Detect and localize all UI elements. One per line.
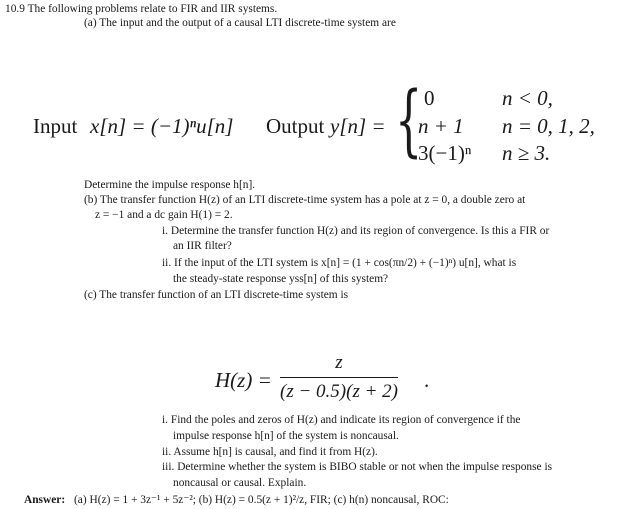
hz-end: . [424,368,430,392]
problem-heading: 10.9 The following problems relate to FIR and IIR systems. [5,3,278,15]
case-value-1: n + 1 [418,114,464,138]
hz-fraction [280,352,398,403]
output-lhs: y[n] = [330,114,386,138]
part-b-line2: z = −1 and a dc gain H(1) = 2. [95,209,233,221]
case-value-2: 3(−1)ⁿ [418,141,472,165]
part-c-iii-line1: iii. Determine whether the system is BIBO stable or not when the impulse response is [162,461,553,473]
part-c-i-line1: i. Find the poles and zeros of H(z) and indicate its region of convergence if the [162,414,521,426]
part-c-ii: ii. Assume h[n] is causal, and find it from H(z). [162,446,378,458]
part-a-intro: (a) The input and the output of a causal LTI discrete-time system are [84,17,396,29]
part-b-ii-line2: the steady-state response yss[n] of this system? [173,273,389,285]
hz-denominator: (z − 0.5)(z + 2) [280,377,398,403]
case-condition-0: n < 0, [502,86,553,110]
case-condition-1: n = 0, 1, 2, [502,114,595,138]
answer-text: (a) H(z) = 1 + 3z⁻¹ + 5z⁻²; (b) H(z) = 0.5(z + 1)²/z, FIR; (c) h(n) noncausal, ROC: [74,494,449,506]
part-b-line1: (b) The transfer function H(z) of an LTI discrete-time system has a pole at z = 0, a double zero at [84,194,526,206]
part-c-i-line2: impulse response h[n] of the system is noncausal. [173,430,399,442]
input-label: Input [33,114,78,138]
hz-numerator: z [335,352,343,373]
output-label: Output [266,114,325,138]
case-condition-2: n ≥ 3. [502,141,551,165]
answer-label: Answer: [24,494,66,506]
part-c-intro: (c) The transfer function of an LTI discrete-time system is [84,289,349,301]
part-a-task: Determine the impulse response h[n]. [84,179,256,191]
cases-brace: { [395,76,423,166]
part-b-i-line1: i. Determine the transfer function H(z) and its region of convergence. Is this a FIR or [162,225,550,237]
hz-lhs: H(z) = [215,368,272,392]
part-c-iii-line2: noncausal or causal. Explain. [173,477,307,489]
part-b-i-line2: an IIR filter? [173,240,232,252]
part-b-ii-line1: ii. If the input of the LTI system is x[n] = (1 + cos(πn/2) + (−1)ⁿ) u[n], what is [162,257,517,269]
input-equation: x[n] = (−1)ⁿu[n] [90,114,234,138]
case-value-0: 0 [424,86,435,110]
